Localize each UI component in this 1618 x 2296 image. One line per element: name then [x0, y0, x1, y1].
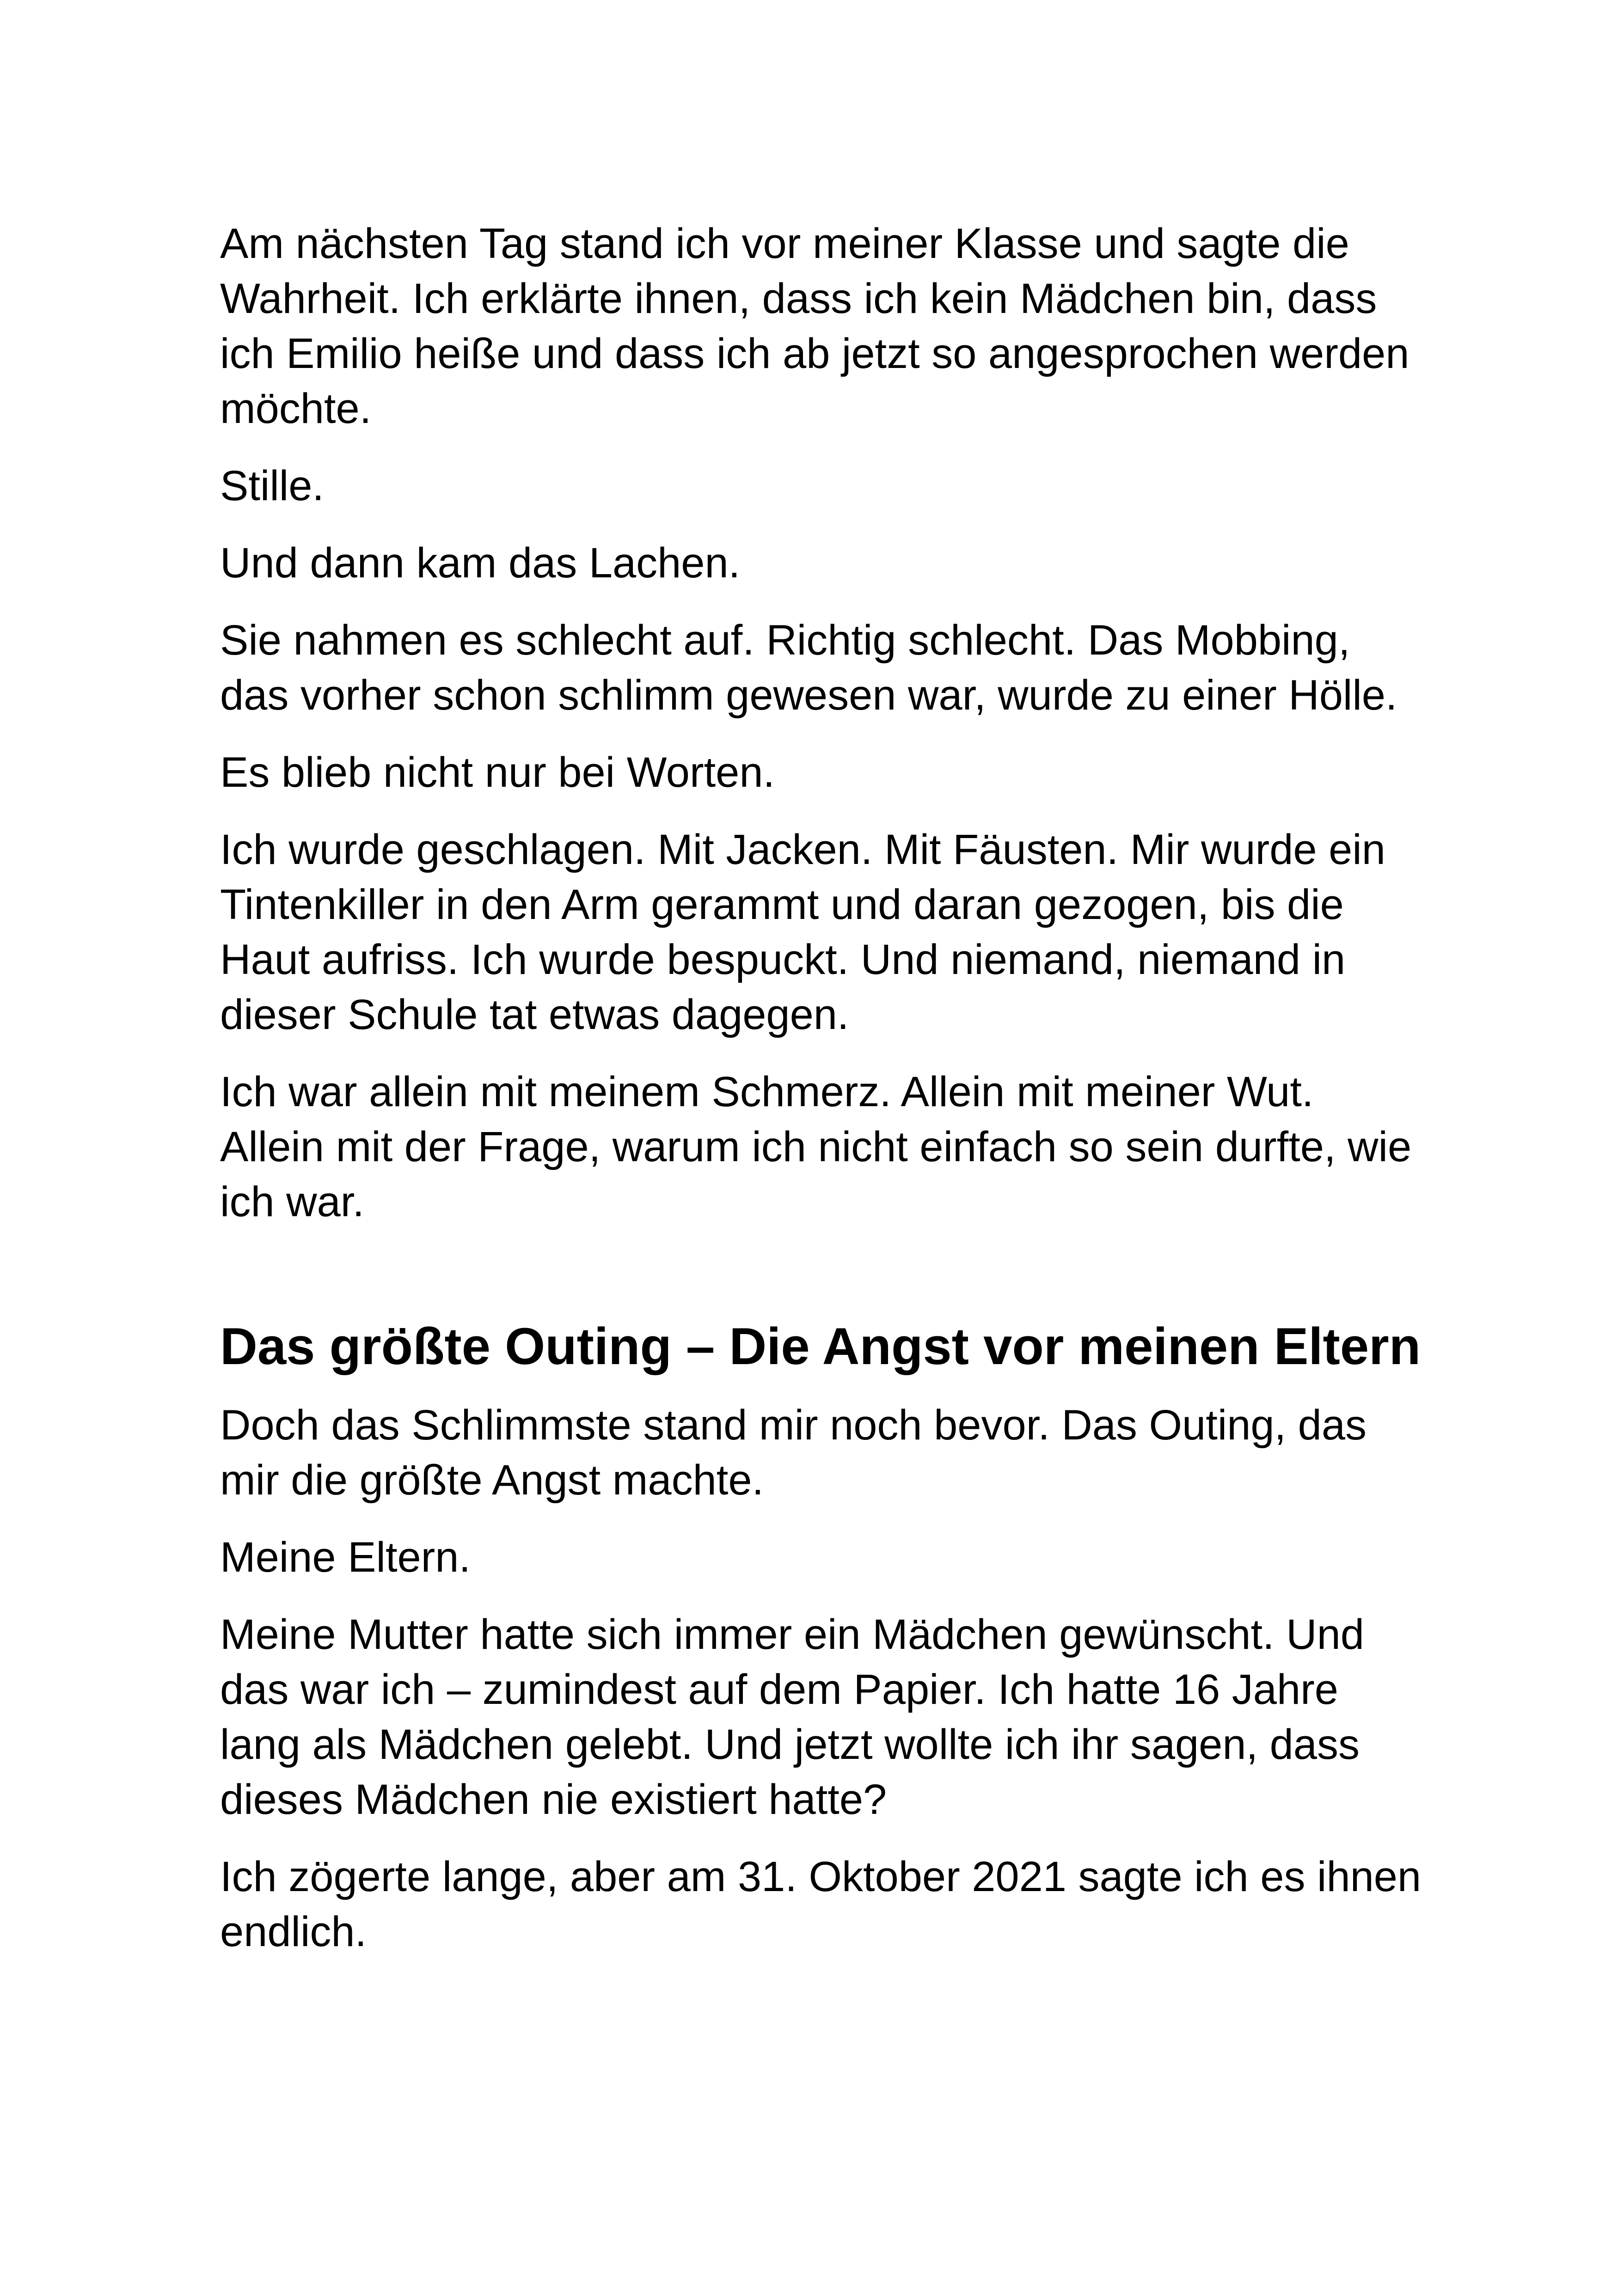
document-page	[220, 216, 1422, 1982]
paragraph-parents: Meine Eltern.	[220, 1534, 471, 1581]
paragraph-worst-ahead: Doch das Schlimmste stand mir noch bevor. Das Outing, das mir die größte Angst machte.	[220, 1402, 1367, 1504]
paragraph-mother: Meine Mutter hatte sich immer ein Mädchen gewünscht. Und das war ich – zumindest auf dem Papier. Ich hatte 16 Jahre lang als Mädchen gelebt. Und jetzt wollte ich ihr sagen, dass dieses Mädchen nie existiert hatte?	[220, 1611, 1364, 1823]
paragraph-told-them: Ich zögerte lange, aber am 31. Oktober 2021 sagte ich es ihnen endlich.	[220, 1853, 1422, 1955]
section-heading: Das größte Outing – Die Angst vor meinen Eltern	[220, 1317, 1421, 1375]
paragraph-not-only-words: Es blieb nicht nur bei Worten.	[220, 749, 775, 796]
paragraph-truth: Am nächsten Tag stand ich vor meiner Klasse und sagte die Wahrheit. Ich erklärte ihnen, dass ich kein Mädchen bin, dass ich Emilio heiße und dass ich ab jetzt so angesprochen werden möchte.	[220, 220, 1410, 432]
paragraph-mobbing: Sie nahmen es schlecht auf. Richtig schlecht. Das Mobbing, das vorher schon schlimm gewesen war, wurde zu einer Hölle.	[220, 617, 1397, 719]
paragraph-violence: Ich wurde geschlagen. Mit Jacken. Mit Fäusten. Mir wurde ein Tintenkiller in den Arm gerammt und daran gezogen, bis die Haut aufriss. Ich wurde bespuckt. Und niemand, niemand in dieser Schule tat etwas dagegen.	[220, 826, 1385, 1038]
paragraph-silence: Stille.	[220, 462, 324, 509]
paragraph-alone: Ich war allein mit meinem Schmerz. Allein mit meiner Wut. Allein mit der Frage, warum ich nicht einfach so sein durfte, wie ich war.	[220, 1068, 1412, 1225]
paragraph-laughter: Und dann kam das Lachen.	[220, 539, 741, 587]
